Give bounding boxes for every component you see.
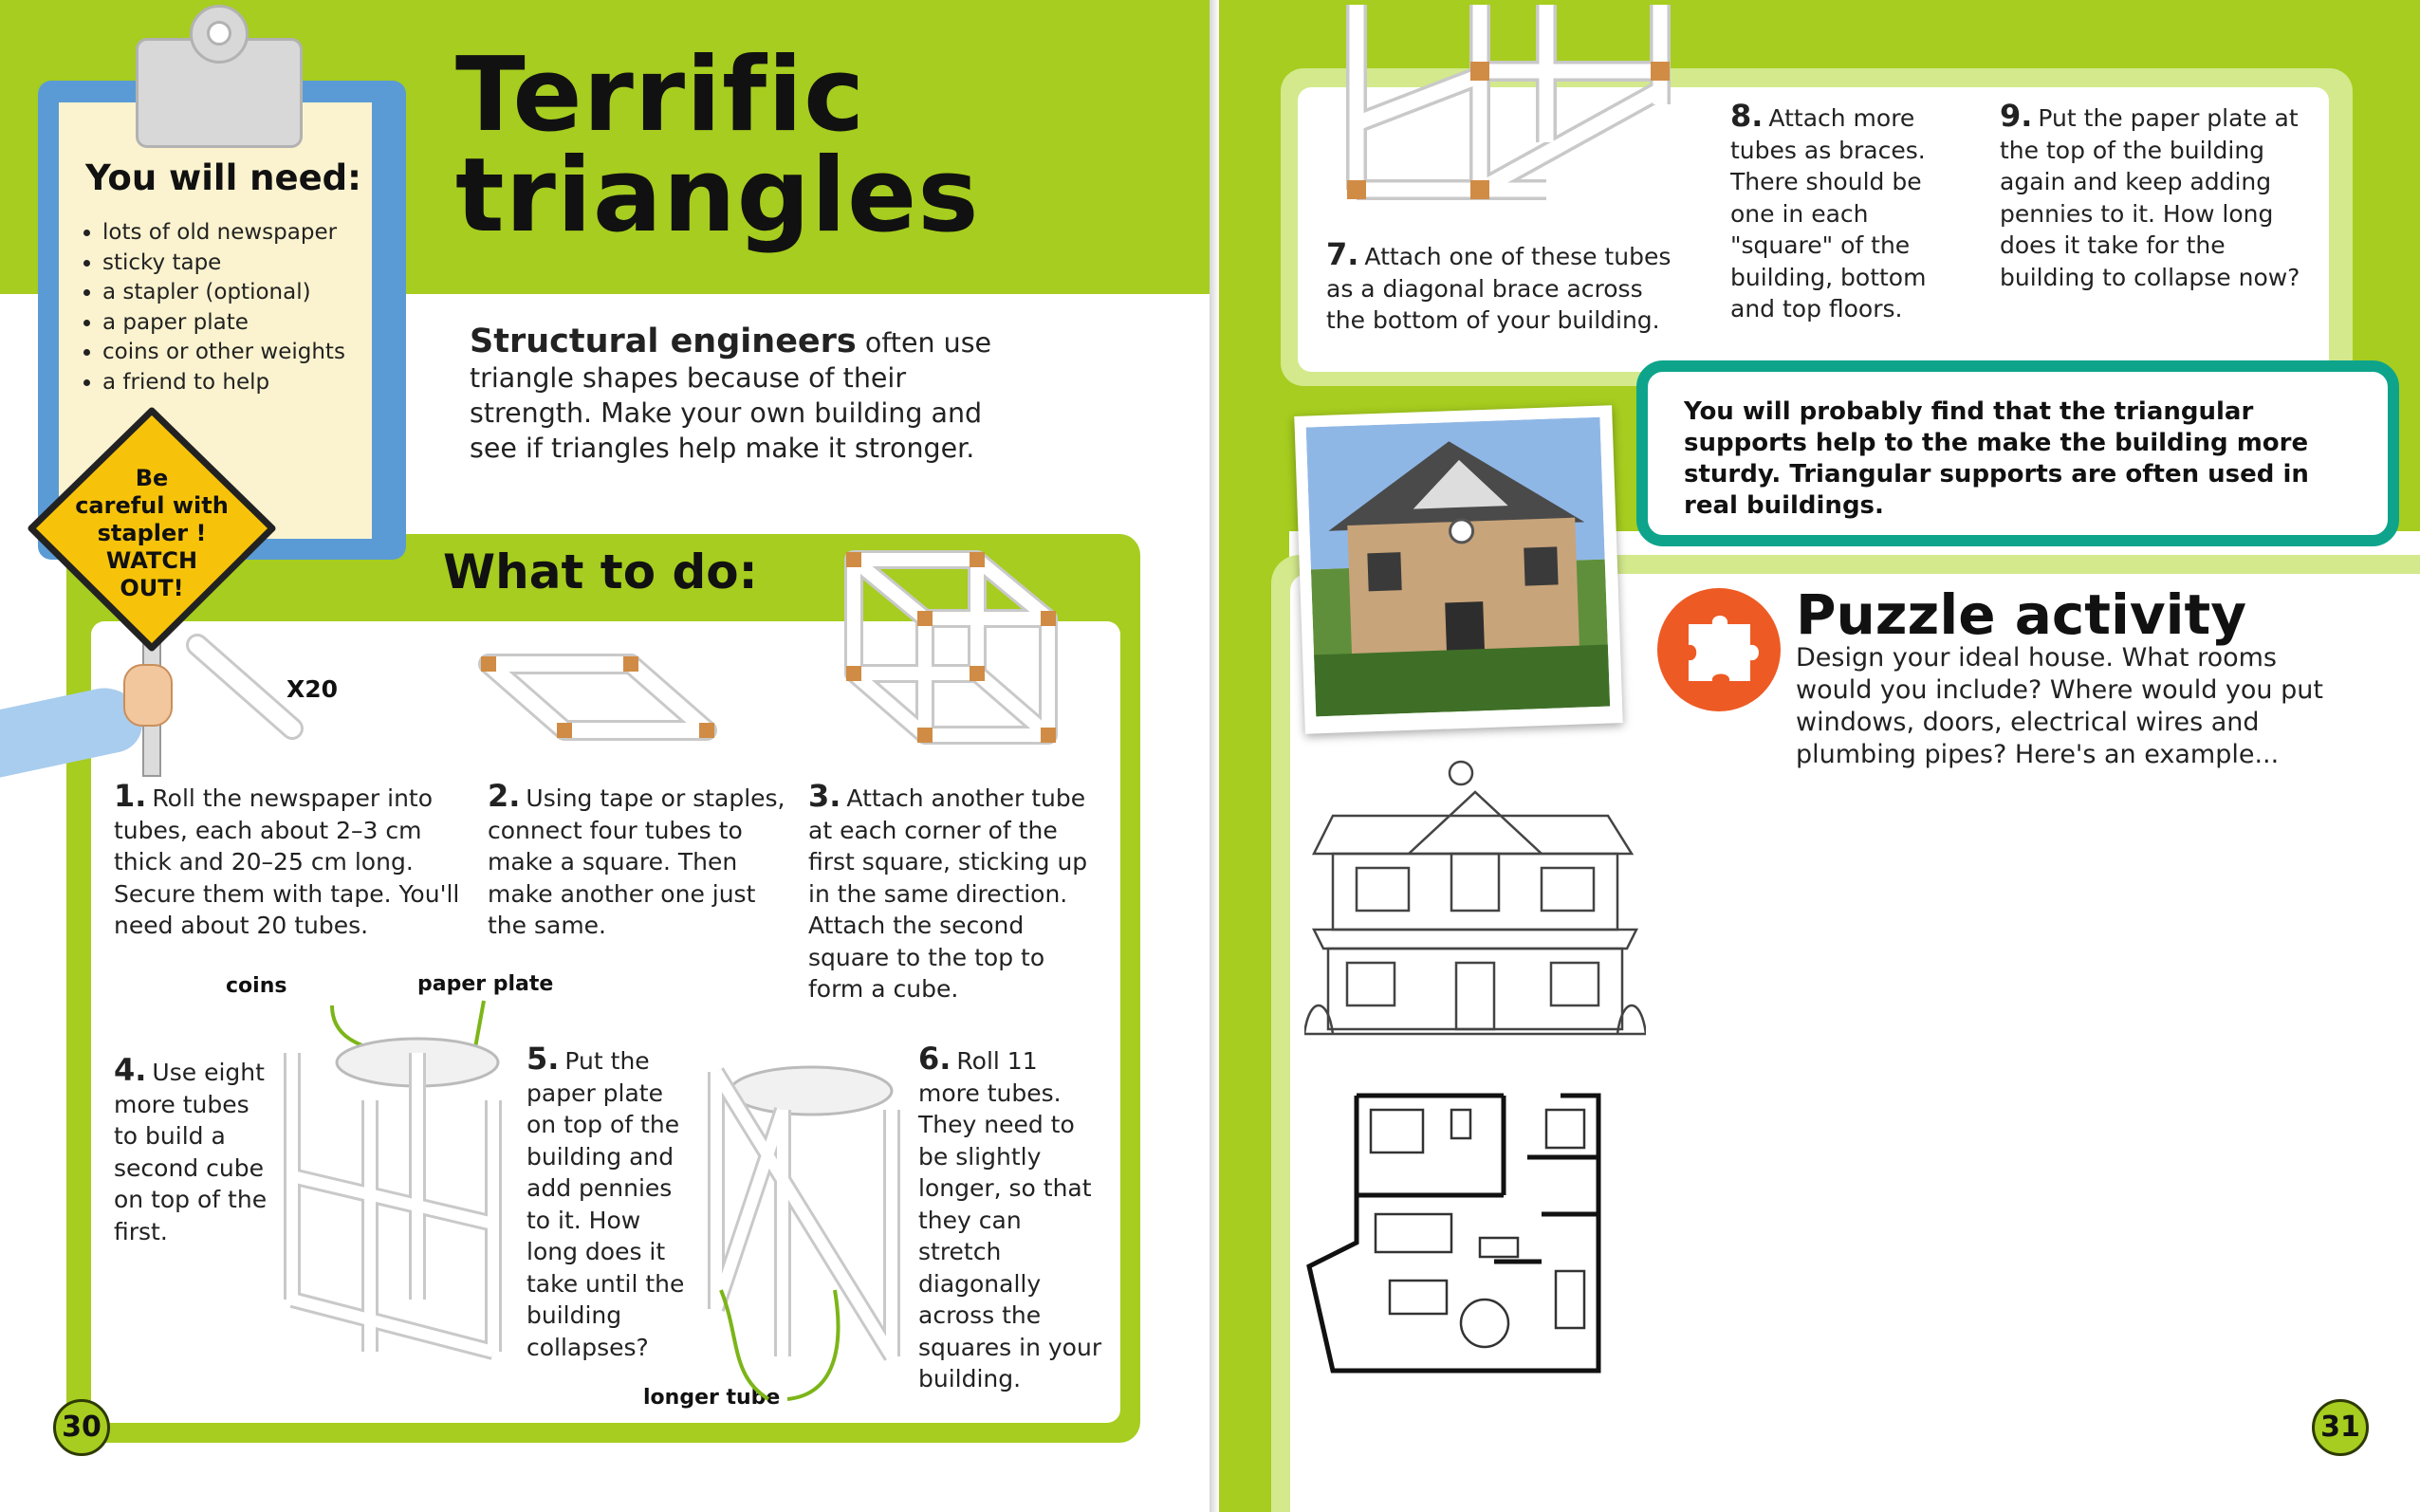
x20-label: X20 <box>286 675 339 703</box>
step-6 <box>918 1043 1103 1395</box>
warning-sign-text <box>24 465 280 602</box>
step-number: 9. <box>2000 98 2033 134</box>
step-text: Attach another tube at each corner of the first square, sticking up in the same direction. Attach the second square to the top to form a cube. <box>808 784 1088 1003</box>
step-number: 7. <box>1326 236 1359 272</box>
step-1 <box>114 778 465 942</box>
intro-rest: often use triangle shapes because of their strength. Make your own building and see if triangles help make it stronger. <box>470 327 992 464</box>
step-number: 4. <box>114 1052 147 1088</box>
step-text: Roll the newspaper into tubes, each about 2–3 cm thick and 20–25 cm long. Secure them with tape. You'll need about 20 tubes. <box>114 784 460 939</box>
result-text: You will probably find that the triangular supports help to the make the building more sturdy. Triangular supports are often used in real buildings. <box>1684 397 2309 520</box>
step-text: Put the paper plate on top of the building and add pennies to it. How long does it take until the building collapses? <box>526 1047 685 1361</box>
step-number: 2. <box>488 778 521 814</box>
step-number: 8. <box>1730 98 1764 134</box>
needs-item: • a paper plate <box>102 308 406 339</box>
cube-illustration <box>835 541 1072 759</box>
needs-item: • coins or other weights <box>102 338 406 368</box>
step-number: 3. <box>808 778 841 814</box>
coins-label: coins <box>226 974 287 998</box>
page-number: 31 <box>2312 1399 2369 1456</box>
step-text: Using tape or staples, connect four tubes to make a square. Then make another one just the same. <box>488 784 785 939</box>
title-line: triangles <box>455 137 980 255</box>
hand <box>123 664 173 727</box>
step-text: Roll 11 more tubes. They need to be slightly longer, so that they can stretch diagonally across the squares in your building. <box>918 1047 1102 1392</box>
longer-tube-label: longer tube <box>643 1386 781 1410</box>
needs-item: • sticky tape <box>102 249 406 279</box>
step-number: 6. <box>918 1041 951 1077</box>
step-4 <box>114 1052 280 1247</box>
house-photo <box>1294 405 1622 733</box>
warning-line: Be <box>135 465 169 491</box>
house-photo-image <box>1306 417 1610 717</box>
warning-line: OUT! <box>120 575 184 601</box>
step-number: 5. <box>526 1041 560 1077</box>
step-number: 1. <box>114 778 147 814</box>
warning-line: WATCH <box>105 547 198 574</box>
page-title <box>455 36 980 255</box>
step-5 <box>526 1043 697 1363</box>
needs-heading: You will need: <box>85 157 361 198</box>
braced-building-illustration <box>1328 0 1689 204</box>
step-3 <box>808 778 1107 1005</box>
puzzle-text: Design your ideal house. What rooms would you include? Where would you put windows, doors, electrical wires and plumbing pipes? Here's an example... <box>1796 643 2323 769</box>
step-2 <box>488 778 786 942</box>
longer-tube-arrows <box>711 1281 873 1404</box>
page-gutter <box>1210 0 1219 1512</box>
intro-bold: Structural engineers <box>470 323 857 360</box>
tower-illustration <box>275 986 512 1366</box>
floor-plan-drawing <box>1304 1091 1646 1380</box>
step-7 <box>1326 236 1687 337</box>
step-text: Put the paper plate at the top of the building again and keep adding pennies to it. How long does it take for the building to collapse now? <box>2000 104 2300 291</box>
step-text: Use eight more tubes to build a second cube on top of the first. <box>114 1059 268 1245</box>
step-text: Attach more tubes as braces. There should be one in each "square" of the building, bottom and top floors. <box>1730 104 1927 323</box>
clipboard-clip-hole <box>207 21 231 46</box>
intro-text <box>470 324 1029 466</box>
warning-line: careful with <box>75 492 229 519</box>
square-illustration <box>470 645 726 749</box>
result-box <box>1636 360 2399 546</box>
step-9 <box>2000 98 2313 293</box>
needs-item: • a friend to help <box>102 368 406 398</box>
needs-item: • lots of old newspaper <box>102 218 406 249</box>
warning-line: stapler ! <box>97 520 207 546</box>
puzzle-heading: Puzzle activity <box>1796 582 2247 647</box>
title-line: Terrific <box>455 36 866 155</box>
needs-item: • a stapler (optional) <box>102 278 406 308</box>
page-number: 30 <box>53 1399 110 1456</box>
house-drawing <box>1304 749 1646 1048</box>
what-to-do-heading: What to do: <box>443 544 758 599</box>
step-text: Attach one of these tubes as a diagonal brace across the bottom of your building. <box>1326 243 1672 334</box>
step-8 <box>1730 98 1944 325</box>
puzzle-icon <box>1655 586 1783 714</box>
paper-plate-label: paper plate <box>417 972 554 996</box>
needs-list <box>76 218 406 397</box>
